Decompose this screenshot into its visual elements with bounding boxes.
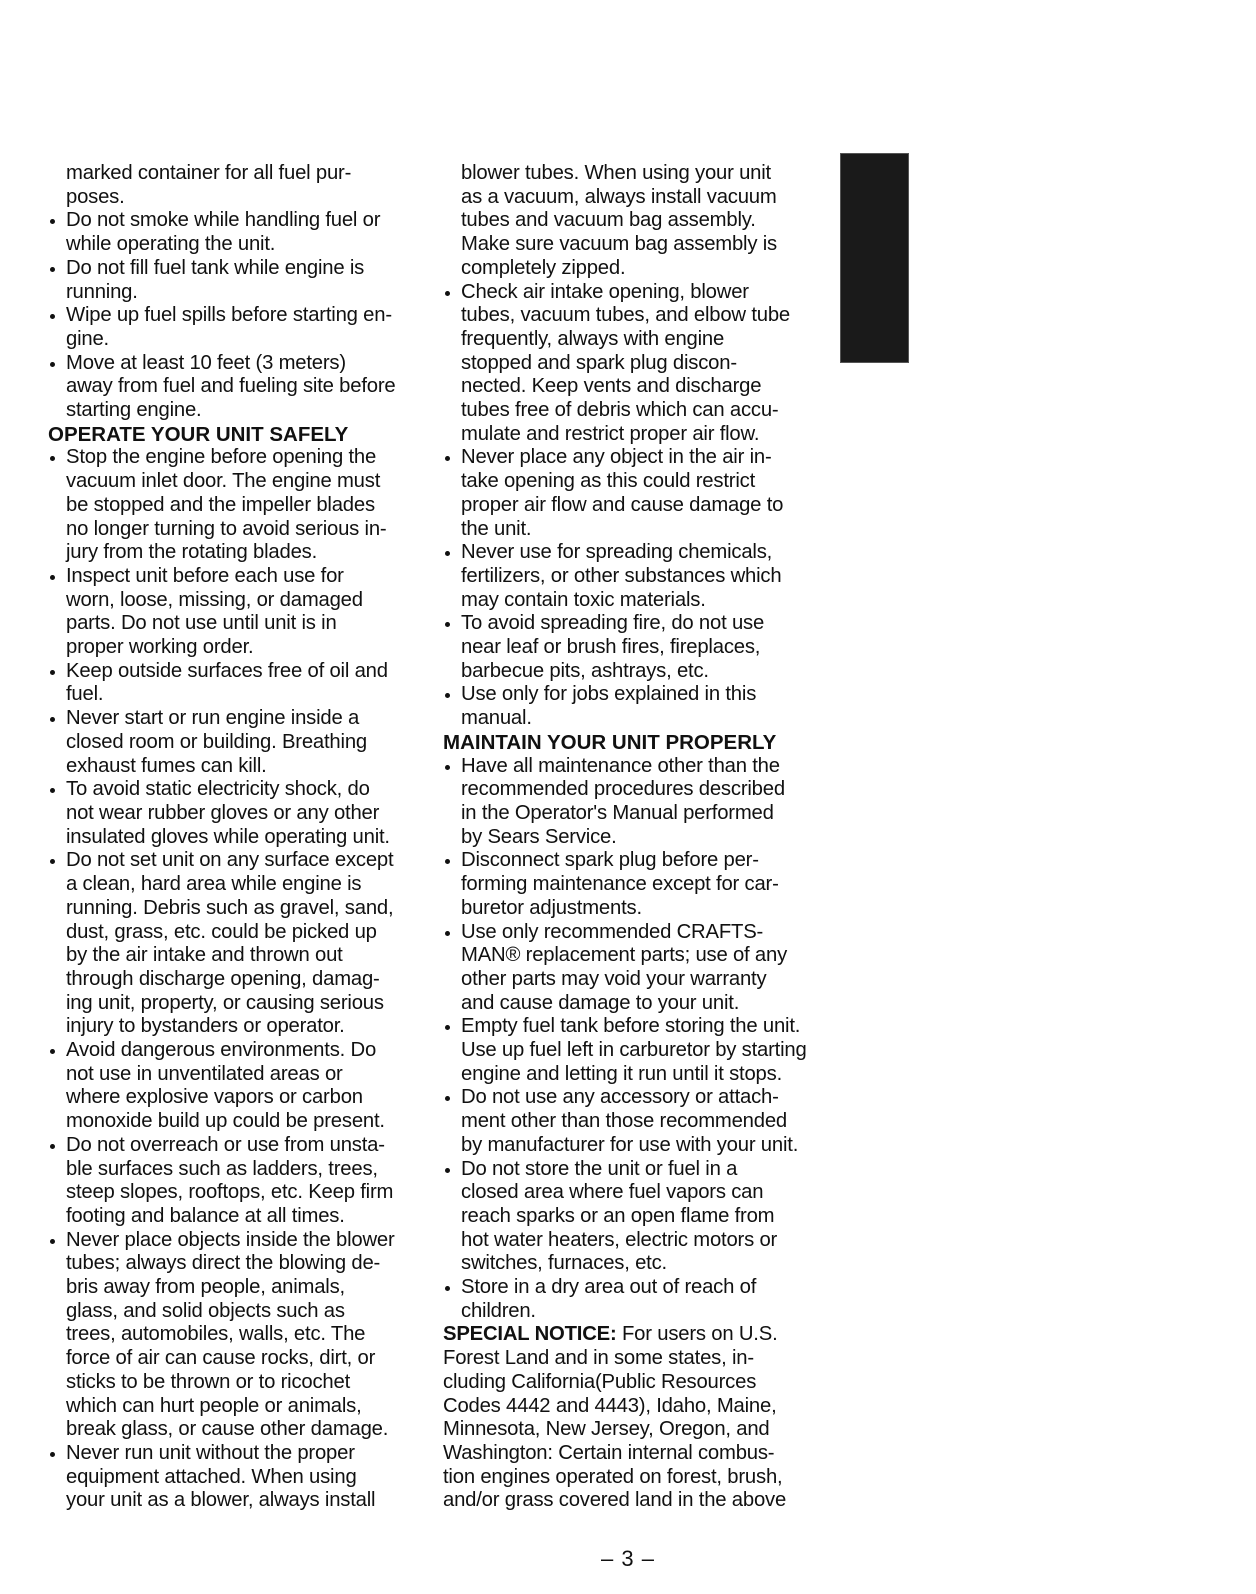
text-line: glass, and solid objects such as <box>66 1299 345 1322</box>
text-line: bris away from people, animals, <box>66 1276 345 1299</box>
text-line: mulate and restrict proper air flow. <box>461 422 760 445</box>
text-line: Use up fuel left in carburetor by starting <box>461 1039 807 1062</box>
text-line: poses. <box>66 185 125 208</box>
text-line: parts. Do not use until unit is in <box>66 612 337 635</box>
bullet-item <box>443 281 825 447</box>
text-line: which can hurt people or animals, <box>66 1394 362 1417</box>
text-line: Do not smoke while handling fuel or <box>66 209 381 232</box>
section-heading <box>48 423 426 447</box>
text-line: ble surfaces such as ladders, trees, <box>66 1157 378 1180</box>
text-line: hot water heaters, electric motors or <box>461 1228 778 1251</box>
text-line: Check air intake opening, blower <box>461 280 749 303</box>
text-line: jury from the rotating blades. <box>66 541 318 564</box>
text-line: Never place any object in the air in- <box>461 446 772 469</box>
text-line: Avoid dangerous environments. Do <box>66 1039 377 1062</box>
text-line: blower tubes. When using your unit <box>461 162 771 184</box>
text-line: while operating the unit. <box>66 233 276 256</box>
text-line: Keep outside surfaces free of oil and <box>66 659 388 682</box>
text-line: Never use for spreading chemicals, <box>461 541 773 564</box>
text-line: Do not overreach or use from unsta- <box>66 1133 385 1156</box>
text-line: ing unit, property, or causing serious <box>66 991 384 1014</box>
continued-text <box>443 162 825 281</box>
section-heading <box>443 731 825 755</box>
text-line: proper working order. <box>66 636 254 659</box>
text-line: not wear rubber gloves or any other <box>66 801 380 824</box>
bullet-item <box>48 1039 426 1134</box>
text-line: manual. <box>461 707 532 730</box>
text-line: completely zipped. <box>461 256 626 279</box>
text-line: be stopped and the impeller blades <box>66 493 375 516</box>
bullet-item <box>443 755 825 850</box>
text-line: Never start or run engine inside a <box>66 707 360 730</box>
text-line: tion engines operated on forest, brush, <box>443 1465 783 1488</box>
text-line: Empty fuel tank before storing the unit. <box>461 1015 801 1038</box>
text-line: Washington: Certain internal combus- <box>443 1441 775 1464</box>
text-line: and cause damage to your unit. <box>461 991 740 1014</box>
bullet-item <box>48 257 426 304</box>
text-line: fuel. <box>66 683 104 706</box>
text-line: by manufacturer for use with your unit. <box>461 1133 799 1156</box>
text-line: To avoid spreading fire, do not use <box>461 612 765 635</box>
text-line: by the air intake and thrown out <box>66 944 343 967</box>
text-line: near leaf or brush fires, fireplaces, <box>461 636 761 659</box>
right-column <box>443 162 825 1513</box>
text-line: marked container for all fuel pur- <box>66 162 352 184</box>
bullet-item <box>48 352 426 423</box>
bullet-item <box>48 1134 426 1229</box>
text-line: Stop the engine before opening the <box>66 446 377 469</box>
text-line: stopped and spark plug discon- <box>461 351 737 374</box>
text-line: tubes free of debris which can accu- <box>461 399 779 422</box>
bullet-item <box>443 683 825 730</box>
text-line: fertilizers, or other substances which <box>461 564 782 587</box>
text-line: proper air flow and cause damage to <box>461 493 784 516</box>
special-notice <box>443 1323 825 1513</box>
text-line: and/or grass covered land in the above <box>443 1489 787 1512</box>
bullet-item <box>443 541 825 612</box>
text-line: switches, furnaces, etc. <box>461 1252 667 1275</box>
text-line: running. Debris such as gravel, sand, <box>66 896 394 919</box>
text-line: take opening as this could restrict <box>461 470 756 493</box>
bullet-item <box>48 660 426 707</box>
left-column <box>48 162 426 1513</box>
text-line: forming maintenance except for car- <box>461 873 779 896</box>
bullet-item <box>48 778 426 849</box>
bullet-item <box>48 209 426 256</box>
bullet-item <box>443 612 825 683</box>
text-line: Wipe up fuel spills before starting en- <box>66 304 392 327</box>
text-line: in the Operator's Manual performed <box>461 801 774 824</box>
bullet-item <box>443 1276 825 1323</box>
text-line: running. <box>66 280 138 303</box>
text-line: OPERATE YOUR UNIT SAFELY <box>48 422 349 446</box>
bullet-item <box>443 1015 825 1086</box>
text-line: MAINTAIN YOUR UNIT PROPERLY <box>443 730 777 754</box>
text-line: Inspect unit before each use for <box>66 564 344 587</box>
text-line: MAN® replacement parts; use of any <box>461 944 788 967</box>
text-line: Do not use any accessory or attach- <box>461 1086 779 1109</box>
text-line: Do not fill fuel tank while engine is <box>66 256 365 279</box>
text-line: a clean, hard area while engine is <box>66 873 362 896</box>
section-tab-marker <box>840 153 909 363</box>
text-line: exhaust fumes can kill. <box>66 754 267 777</box>
text-line: no longer turning to avoid serious in- <box>66 517 387 540</box>
text-line: away from fuel and fueling site before <box>66 375 396 398</box>
text-line: recommended procedures described <box>461 778 785 801</box>
text-line: worn, loose, missing, or damaged <box>66 588 363 611</box>
text-line: steep slopes, rooftops, etc. Keep firm <box>66 1181 394 1204</box>
text-line: Disconnect spark plug before per- <box>461 849 759 872</box>
text-line: sticks to be thrown or to ricochet <box>66 1370 351 1393</box>
text-line: barbecue pits, ashtrays, etc. <box>461 659 709 682</box>
bullet-item <box>48 1442 426 1513</box>
text-line: may contain toxic materials. <box>461 588 706 611</box>
text-line: cluding California(Public Resources <box>443 1370 757 1393</box>
text-line: not use in unventilated areas or <box>66 1062 343 1085</box>
bullet-item <box>48 849 426 1039</box>
continued-text <box>48 162 426 209</box>
bullet-item <box>48 707 426 778</box>
bullet-item <box>443 446 825 541</box>
text-line: Use only recommended CRAFTS- <box>461 920 764 943</box>
notice-text: For users on U.S. <box>616 1323 778 1346</box>
text-line: break glass, or cause other damage. <box>66 1418 389 1441</box>
text-line: other parts may void your warranty <box>461 967 767 990</box>
text-line: tubes; always direct the blowing de- <box>66 1252 381 1275</box>
text-line: vacuum inlet door. The engine must <box>66 470 381 493</box>
bullet-item <box>443 921 825 1016</box>
text-line: reach sparks or an open flame from <box>461 1204 775 1227</box>
text-line: engine and letting it run until it stops. <box>461 1062 783 1085</box>
page-number: – 3 – <box>601 1546 655 1571</box>
text-line: by Sears Service. <box>461 825 617 848</box>
text-line: force of air can cause rocks, dirt, or <box>66 1347 376 1370</box>
text-line: monoxide build up could be present. <box>66 1110 385 1133</box>
text-line: starting engine. <box>66 399 202 422</box>
text-line: Minnesota, New Jersey, Oregon, and <box>443 1418 770 1441</box>
text-line <box>443 1323 825 1347</box>
text-line: Never run unit without the proper <box>66 1441 355 1464</box>
text-line: Never place objects inside the blower <box>66 1228 395 1251</box>
bullet-item <box>48 304 426 351</box>
text-line: closed room or building. Breathing <box>66 730 367 753</box>
text-line: Forest Land and in some states, in- <box>443 1347 754 1370</box>
text-line: your unit as a blower, always install <box>66 1489 376 1512</box>
text-line: Use only for jobs explained in this <box>461 683 757 706</box>
text-line: gine. <box>66 327 109 350</box>
text-line: where explosive vapors or carbon <box>66 1086 363 1109</box>
text-line: equipment attached. When using <box>66 1465 357 1488</box>
text-line: ment other than those recommended <box>461 1110 787 1133</box>
text-line: through discharge opening, damag- <box>66 967 380 990</box>
notice-label: SPECIAL NOTICE: <box>443 1323 617 1346</box>
text-line: footing and balance at all times. <box>66 1204 345 1227</box>
text-line: tubes and vacuum bag assembly. <box>461 209 756 232</box>
bullet-item <box>443 849 825 920</box>
text-line: Have all maintenance other than the <box>461 754 780 777</box>
text-line: buretor adjustments. <box>461 896 642 919</box>
bullet-item <box>443 1158 825 1277</box>
text-line: insulated gloves while operating unit. <box>66 825 390 848</box>
bullet-item <box>443 1086 825 1157</box>
text-line: frequently, always with engine <box>461 327 725 350</box>
bullet-item <box>48 1229 426 1442</box>
bullet-item <box>48 446 426 565</box>
text-line: the unit. <box>461 517 532 540</box>
text-line: Do not set unit on any surface except <box>66 849 394 872</box>
text-line: trees, automobiles, walls, etc. The <box>66 1323 366 1346</box>
text-line: dust, grass, etc. could be picked up <box>66 920 377 943</box>
text-line: nected. Keep vents and discharge <box>461 375 762 398</box>
text-line: Move at least 10 feet (3 meters) <box>66 351 346 374</box>
text-line: closed area where fuel vapors can <box>461 1181 764 1204</box>
text-line: Make sure vacuum bag assembly is <box>461 233 777 256</box>
bullet-item <box>48 565 426 660</box>
text-line: Store in a dry area out of reach of <box>461 1276 757 1299</box>
text-line: Codes 4442 and 4443), Idaho, Maine, <box>443 1394 777 1417</box>
text-line: as a vacuum, always install vacuum <box>461 185 777 208</box>
text-line: injury to bystanders or operator. <box>66 1015 345 1038</box>
text-line: To avoid static electricity shock, do <box>66 778 370 801</box>
text-line: children. <box>461 1299 536 1322</box>
text-line: tubes, vacuum tubes, and elbow tube <box>461 304 790 327</box>
text-line: Do not store the unit or fuel in a <box>461 1157 738 1180</box>
